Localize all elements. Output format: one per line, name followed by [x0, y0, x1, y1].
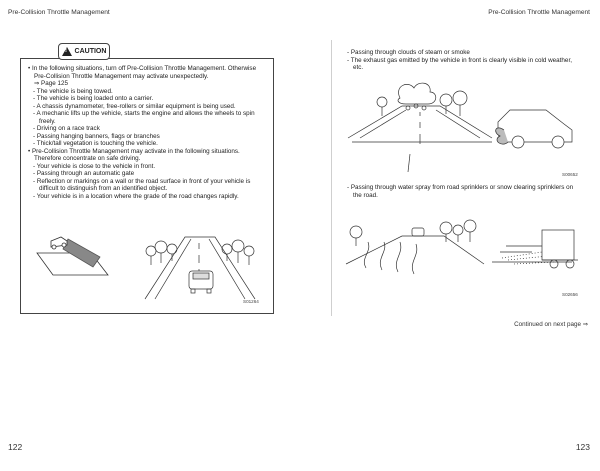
list-item: - Passing through an automatic gate — [33, 170, 135, 177]
list-item: - The vehicle is being loaded onto a carrier. — [33, 95, 154, 102]
caution-bullet-2: • Pre-Collision Throttle Management may activate in the following situations. Therefore concentrate on safe driving. — [28, 147, 240, 162]
figure-steam-exhaust — [342, 78, 582, 174]
left-page-header: Pre-Collision Throttle Management — [8, 9, 110, 16]
page-divider — [331, 40, 332, 316]
tree-row-right-icon — [222, 240, 254, 265]
caution-box — [20, 58, 274, 314]
list-item: - Passing through water spray from road sprinklers or snow clearing sprinklers on the road. — [347, 184, 574, 199]
list-item: - Passing hanging banners, flags or branches — [33, 132, 160, 140]
page-number-right: 123 — [575, 442, 590, 452]
list-item: - A mechanic lifts up the vehicle, starts the engine and allows the wheels to spin freely. — [33, 110, 255, 125]
sprinkler-row-icon — [364, 242, 417, 274]
figure-code: S02656 — [562, 292, 578, 297]
figure-wall-and-grade — [33, 229, 263, 307]
list-item: - Driving on a race track — [33, 125, 100, 132]
wall-reflection-illustration — [37, 237, 108, 275]
page-number-left: 122 — [8, 442, 23, 452]
page-reference: ⇒ Page 125 — [34, 80, 68, 87]
right-list-bottom — [342, 184, 580, 199]
list-item: - Reflection or markings on a wall or the road surface in front of your vehicle is difficult to distinguish from an identified object. — [33, 177, 251, 192]
list-item: - Your vehicle is in a location where the grade of the road changes rapidly. — [33, 192, 239, 200]
list-item: - Passing through clouds of steam or smoke — [347, 49, 470, 56]
car-rear-icon — [189, 271, 213, 293]
tree-icon — [350, 220, 476, 246]
right-list-top — [342, 49, 580, 72]
caution-bullet-1: • In the following situations, turn off Pre-Collision Throttle Management. Otherwise Pre-Collision Throttle Management may activate unexpectedly. — [28, 65, 257, 80]
exhaust-car-icon — [496, 110, 572, 148]
road-grade-illustration — [145, 237, 255, 299]
tree-row-left-icon — [146, 241, 177, 265]
figure-code: S00652 — [562, 172, 578, 177]
list-item: - Thick/tall vegetation is touching the vehicle. — [33, 140, 158, 147]
list-item: - The vehicle is being towed. — [33, 87, 113, 95]
figure-water-spray — [342, 212, 582, 300]
caution-text — [28, 65, 266, 200]
list-item: - A chassis dynamometer, free-rollers or similar equipment is being used. — [33, 102, 236, 110]
right-page-header: Pre-Collision Throttle Management — [488, 9, 590, 16]
figure-code: S01264 — [243, 299, 259, 304]
continued-on-next-page: Continued on next page ⇒ — [514, 321, 588, 328]
list-item: - Your vehicle is close to the vehicle in front. — [33, 162, 156, 170]
car-ahead-icon — [412, 228, 424, 236]
caution-label: ! CAUTION — [58, 43, 110, 60]
list-item: - The exhaust gas emitted by the vehicle in front is clearly visible in cold weather, etc. — [347, 56, 572, 71]
warning-triangle-icon — [62, 47, 72, 56]
